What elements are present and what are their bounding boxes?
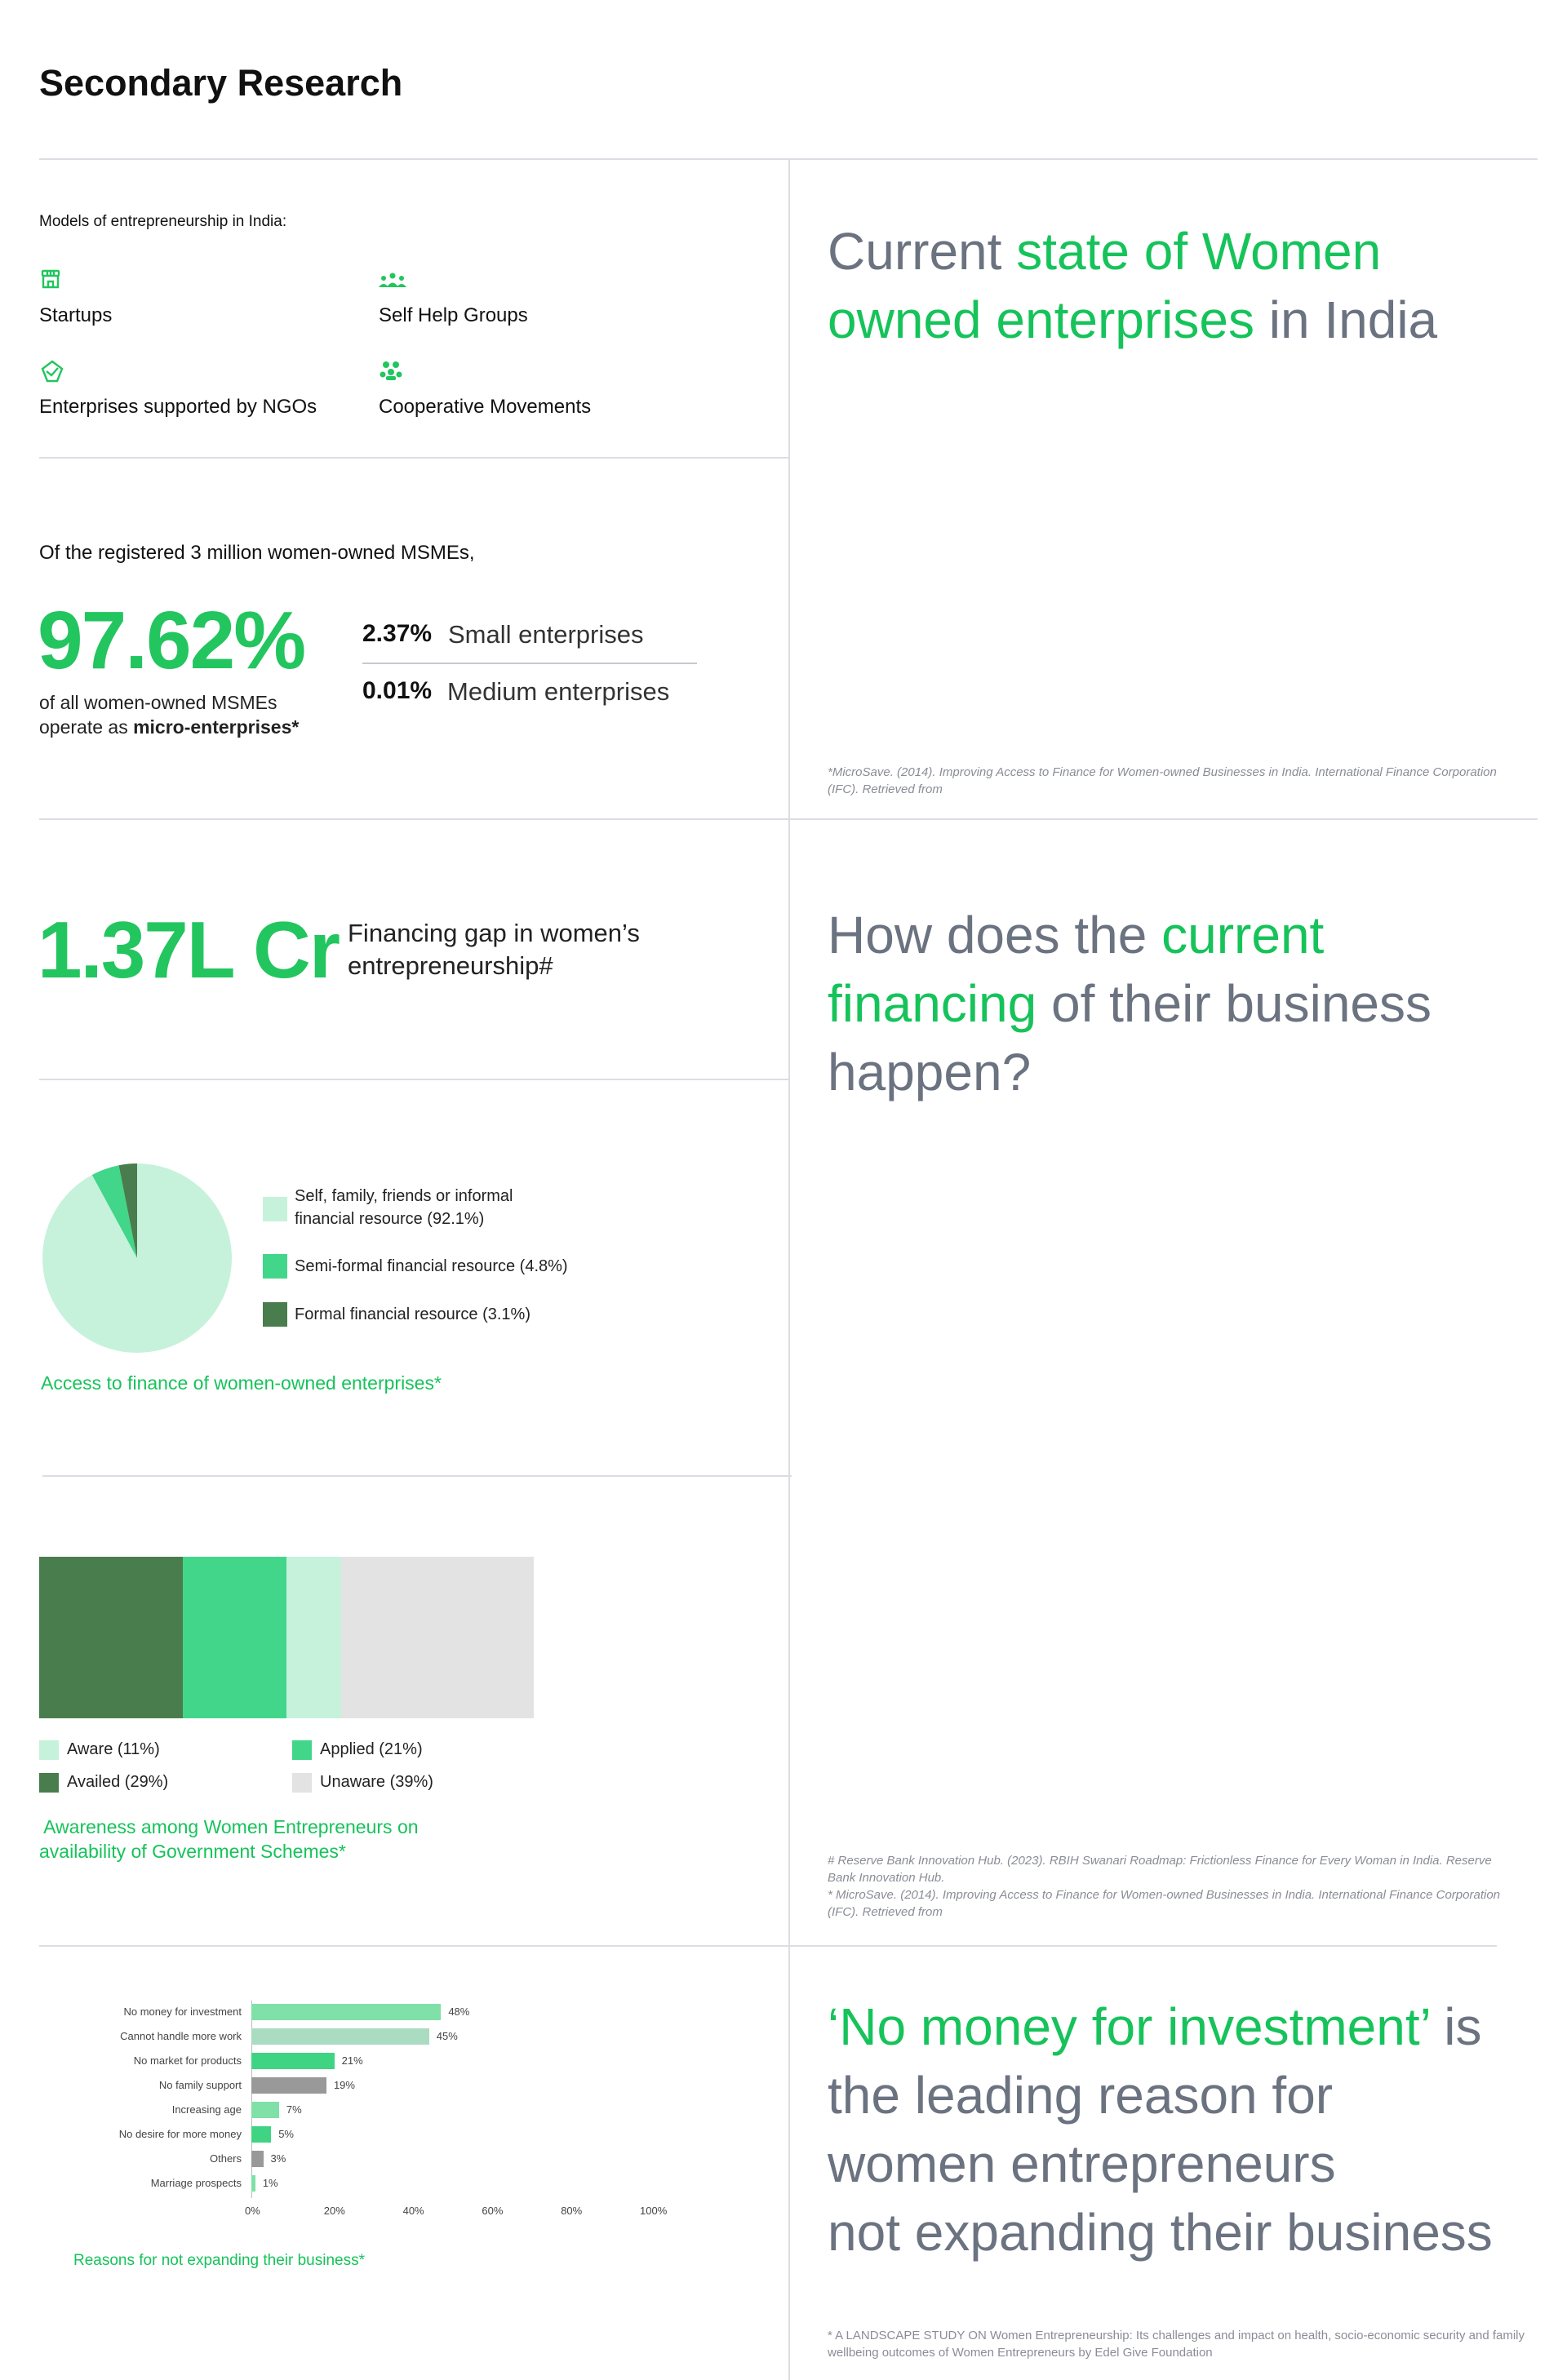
pie-legend-formal: Formal financial resource (3.1%) <box>295 1305 530 1323</box>
reasons-bar <box>251 2053 335 2069</box>
pie-legend-swatch-formal <box>263 1302 287 1327</box>
stack-segment-unaware <box>341 1557 534 1718</box>
reasons-x-tick: 40% <box>402 2205 424 2217</box>
divider-models <box>39 457 788 459</box>
section3-heading-line3: women entrepreneurs <box>828 2134 1336 2193</box>
pie-legend-swatch-informal <box>263 1197 287 1221</box>
reasons-x-tick: 20% <box>323 2205 345 2217</box>
pie-caption: Access to finance of women-owned enterprises* <box>41 1372 442 1394</box>
reasons-bar <box>251 2102 279 2118</box>
reasons-x-tick: 0% <box>245 2205 260 2217</box>
stack-legend-availed: Availed (29%) <box>67 1773 169 1791</box>
section3-heading-line2: the leading reason for <box>828 2066 1334 2125</box>
financing-gap-value: 1.37L Cr <box>38 905 339 995</box>
finance-access-pie <box>41 1162 233 1354</box>
handshake-icon <box>39 359 65 383</box>
reasons-bar-value: 19% <box>333 2079 355 2091</box>
divider-gap <box>39 1079 788 1080</box>
section1-heading-highlight: state of Women owned enterprises <box>828 222 1382 349</box>
micro-caption-pre: operate as <box>39 716 134 738</box>
micro-enterprise-caption-2 <box>39 716 299 738</box>
stack-legend-swatch-unaware <box>292 1773 312 1793</box>
community-icon <box>379 361 403 380</box>
divider-section2 <box>39 1945 1497 1947</box>
reasons-bar-value: 5% <box>278 2128 294 2140</box>
reasons-bar-label: No desire for more money <box>118 2128 242 2140</box>
reasons-bar-value: 48% <box>448 2005 470 2018</box>
pie-legend-informal: Self, family, friends or informal financial resource (92.1%) <box>295 1187 513 1228</box>
stack-legend-applied: Applied (21%) <box>320 1740 423 1758</box>
reasons-bar-value: 45% <box>436 2030 458 2042</box>
reasons-bar-label: Others <box>209 2152 242 2165</box>
financing-gap-label-2: entrepreneurship# <box>348 951 553 980</box>
stack-segment-availed <box>39 1557 183 1718</box>
reasons-bar-label: Cannot handle more work <box>120 2030 242 2042</box>
reasons-bar-value: 1% <box>262 2177 278 2189</box>
section3-heading-highlight: ‘No money for investment’ <box>828 1997 1430 2056</box>
micro-caption-bold: micro-enterprises* <box>133 716 300 738</box>
micro-enterprise-percent: 97.62% <box>38 595 305 686</box>
model-ngo-enterprises: Enterprises supported by NGOs <box>39 396 317 418</box>
pie-legend-semiformal: Semi-formal financial resource (4.8%) <box>295 1257 568 1275</box>
reasons-bar <box>251 2126 271 2143</box>
stat-divider <box>362 663 697 664</box>
reasons-bar-value: 21% <box>341 2054 363 2067</box>
section1-heading-post: in India <box>1254 290 1438 349</box>
model-startups: Startups <box>39 304 113 326</box>
section2-footnote-1: # Reserve Bank Innovation Hub. (2023). RBIH Swanari Roadmap: Frictionless Finance for Every Woman in India. Reserve Bank Innovation Hub. <box>828 1854 1492 1885</box>
section2-footnote-2: * MicroSave. (2014). Improving Access to Finance for Women-owned Businesses in India. International Finance Corporation (IFC). Retrieved from <box>828 1888 1501 1919</box>
reasons-bar-value: 7% <box>286 2103 302 2116</box>
reasons-bar <box>251 2151 264 2167</box>
stack-segment-aware <box>286 1557 341 1718</box>
section1-footnote: *MicroSave. (2014). Improving Access to Finance for Women-owned Businesses in India. International Finance Corporation (IFC). Retrieved from <box>828 765 1497 796</box>
reasons-bar-label: Marriage prospects <box>150 2177 242 2189</box>
stack-legend-swatch-availed <box>39 1773 59 1793</box>
section2-heading-post: of their business happen? <box>828 974 1432 1101</box>
section1-heading <box>828 217 1529 354</box>
financing-gap-label-1: Financing gap in women’s <box>348 919 640 947</box>
section2-heading <box>828 901 1497 1106</box>
reasons-bar <box>251 2028 429 2045</box>
divider-vertical <box>788 158 790 2380</box>
models-heading: Models of entrepreneurship in India: <box>39 213 287 230</box>
model-cooperative-movements: Cooperative Movements <box>379 396 592 418</box>
reasons-bar-label: No money for investment <box>123 2005 242 2018</box>
stack-segment-applied <box>183 1557 286 1718</box>
small-enterprise-label: Small enterprises <box>448 620 644 649</box>
stack-legend-aware: Aware (11%) <box>67 1740 160 1758</box>
reasons-bar-label: No market for products <box>133 2054 242 2067</box>
reasons-bar <box>251 2077 326 2094</box>
reasons-bar <box>251 2004 441 2020</box>
medium-enterprise-percent: 0.01% <box>362 677 433 704</box>
section3-heading <box>828 1992 1562 2267</box>
msme-intro: Of the registered 3 million women-owned MSMEs, <box>39 542 475 564</box>
stack-legend-swatch-applied <box>292 1740 312 1760</box>
model-self-help-groups: Self Help Groups <box>379 304 528 326</box>
pie-legend-swatch-semiformal <box>263 1254 287 1279</box>
medium-enterprise-label: Medium enterprises <box>447 677 670 706</box>
section1-heading-pre: Current <box>828 222 1017 281</box>
micro-enterprise-caption-1: of all women-owned MSMEs <box>39 692 277 713</box>
reasons-bar-label: Increasing age <box>171 2103 242 2116</box>
stack-legend-swatch-aware <box>39 1740 59 1760</box>
small-enterprise-percent: 2.37% <box>362 620 433 647</box>
section2-heading-pre: How does the <box>828 906 1162 964</box>
reasons-x-tick: 60% <box>482 2205 504 2217</box>
storefront-icon <box>39 268 62 290</box>
reasons-bar-label: No family support <box>158 2079 242 2091</box>
reasons-bar <box>251 2175 255 2192</box>
reasons-bar-value: 3% <box>270 2152 286 2165</box>
divider-section1 <box>39 818 1538 820</box>
divider-pie <box>42 1475 792 1477</box>
reasons-x-tick: 80% <box>561 2205 583 2217</box>
group-icon <box>379 272 406 288</box>
section3-footnote: * A LANDSCAPE STUDY ON Women Entrepreneurship: Its challenges and impact on health, socio-economic security and family wellbeing outcomes of Women Entrepreneurs by Edel Give Foundation <box>828 2329 1525 2360</box>
awareness-stacked-bar <box>39 1557 534 1718</box>
section2-heading-highlight: current financing <box>828 906 1325 1033</box>
stack-caption-2: availability of Government Schemes* <box>39 1841 346 1862</box>
reasons-x-tick: 100% <box>640 2205 668 2217</box>
reasons-caption: Reasons for not expanding their business* <box>73 2252 366 2269</box>
stack-legend-unaware: Unaware (39%) <box>320 1773 433 1791</box>
section3-heading-line4: not expanding their business <box>828 2203 1493 2262</box>
section3-heading-is: is <box>1429 1997 1482 2056</box>
stack-caption-1: Awareness among Women Entrepreneurs on <box>39 1816 419 1837</box>
section3-heading-line1 <box>828 1992 1562 2061</box>
page-title: Secondary Research <box>39 62 403 104</box>
